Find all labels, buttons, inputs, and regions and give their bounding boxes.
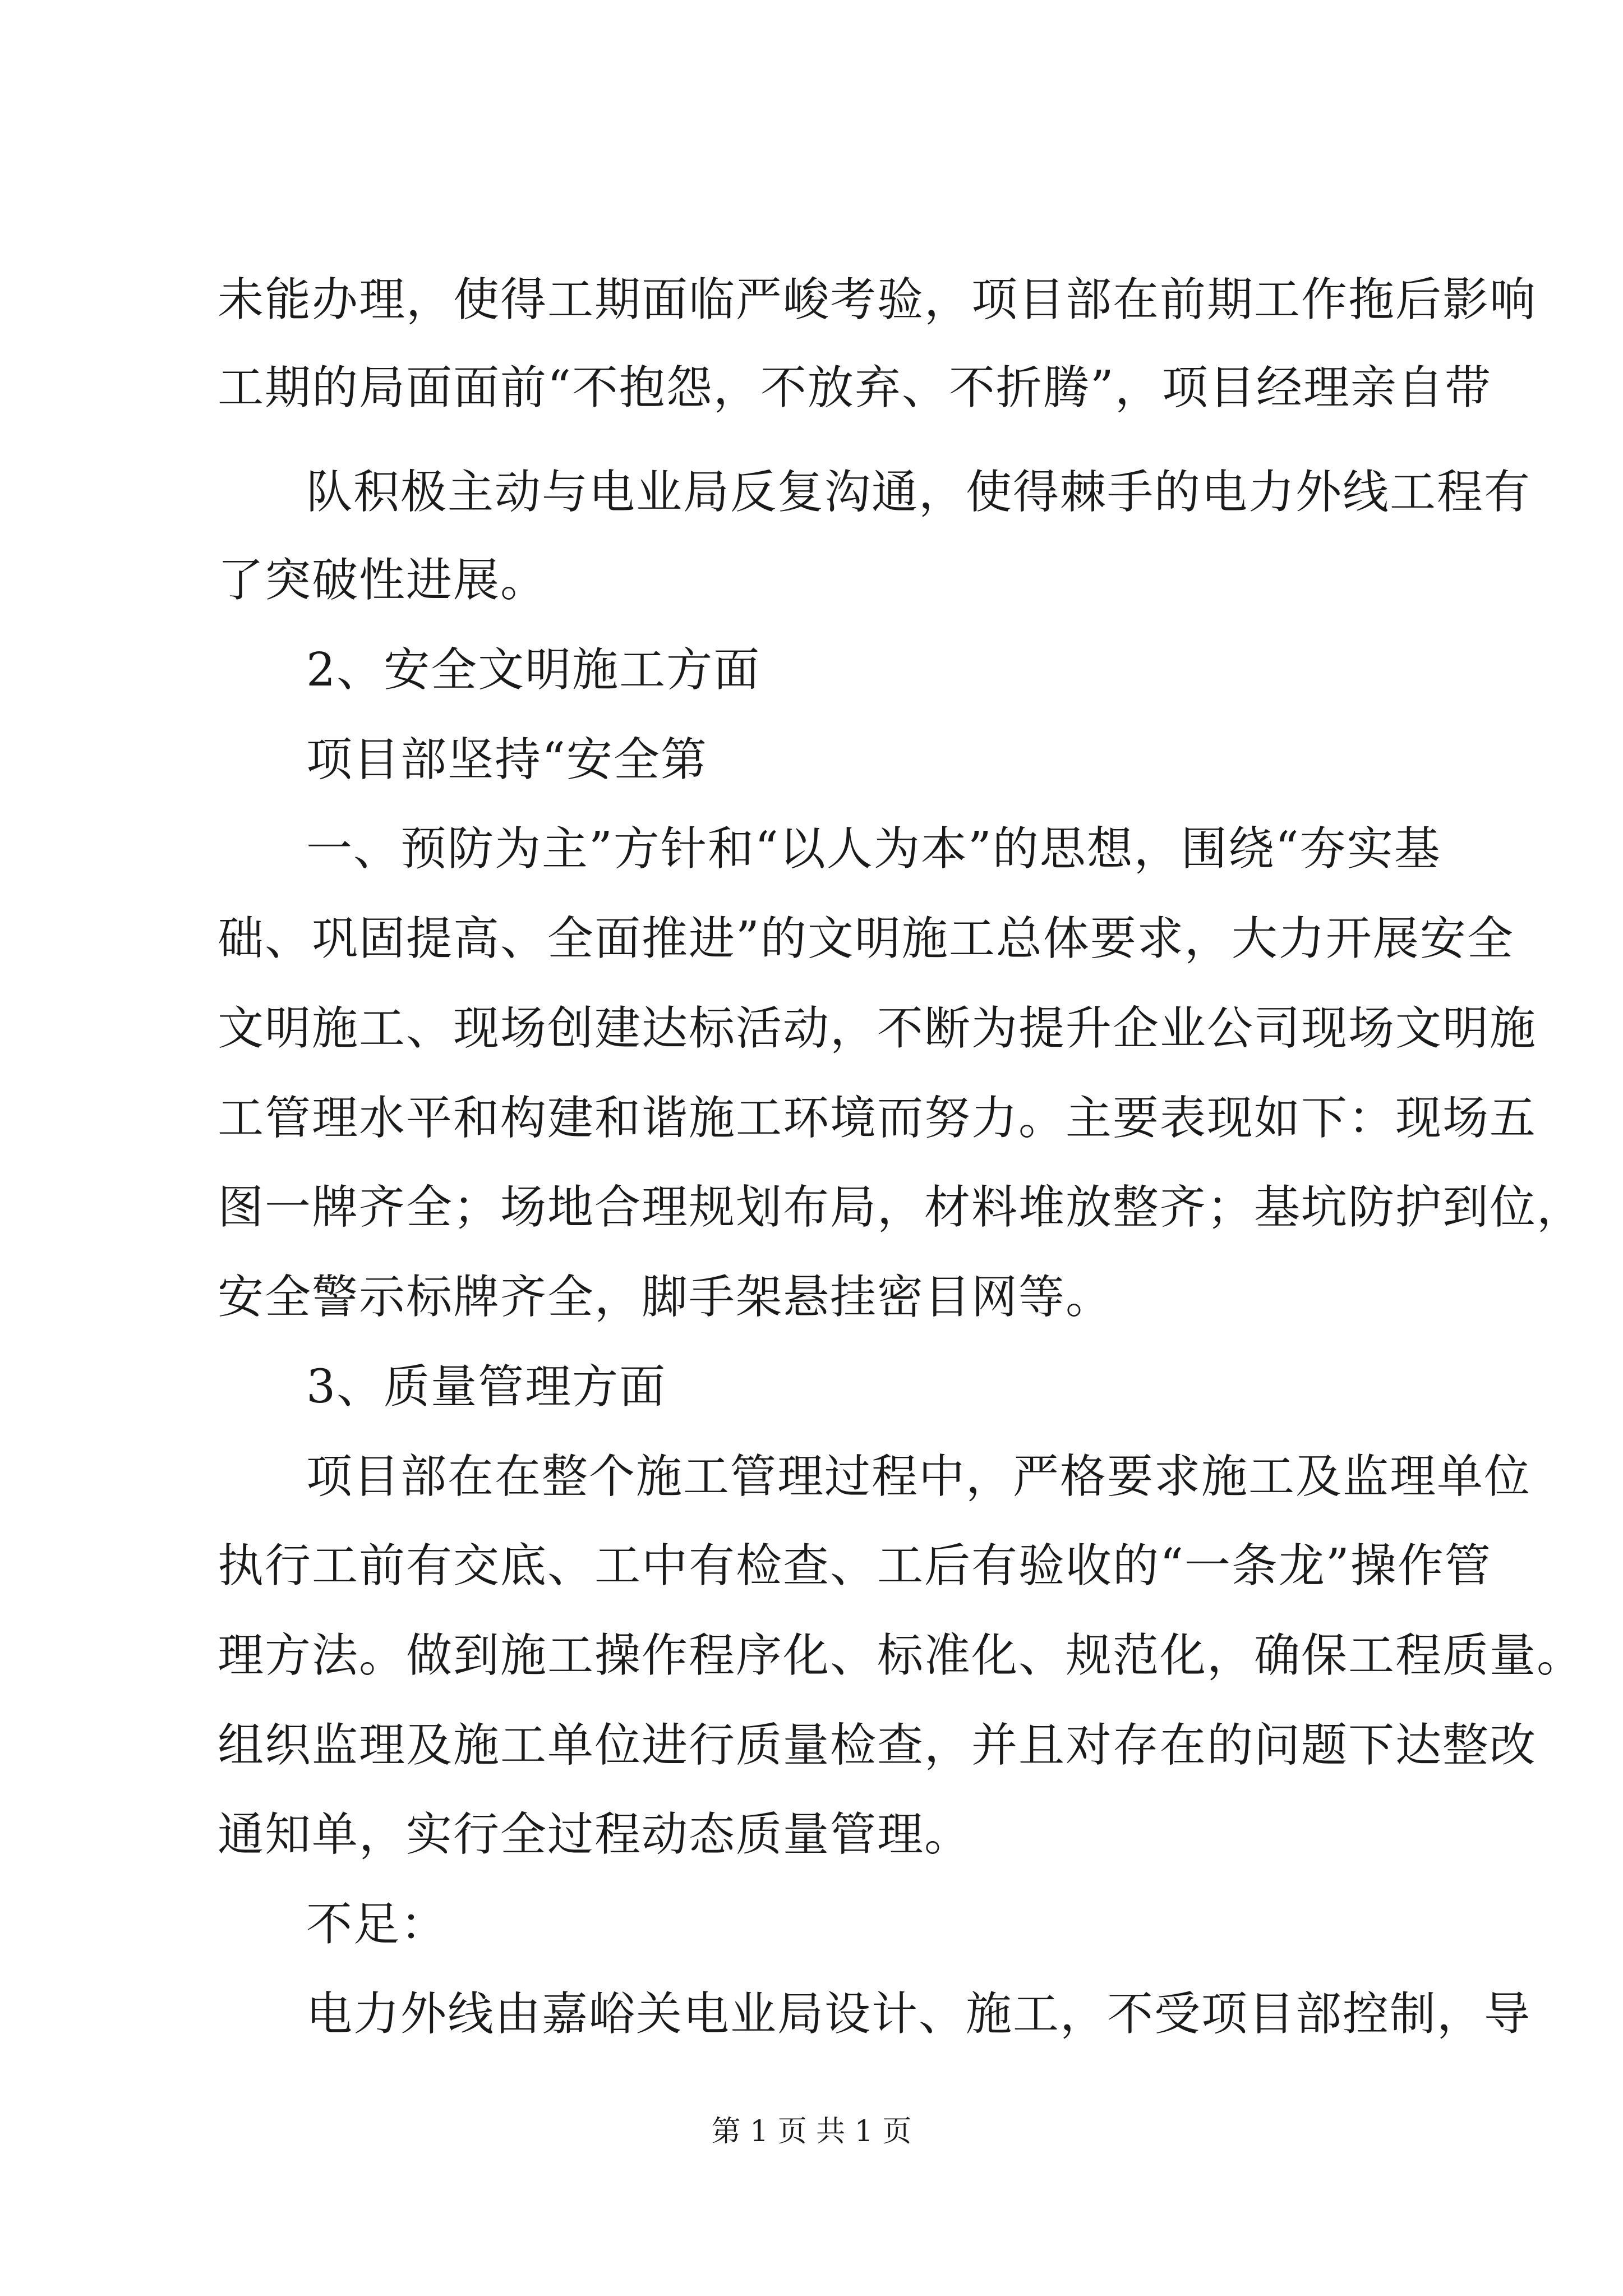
body-line: 安全警示标牌齐全，脚手架悬挂密目网等。 — [218, 1271, 1113, 1324]
body-line: 组织监理及施工单位进行质量检查，并且对存在的问题下达整改 — [218, 1719, 1537, 1772]
body-line: 队积极主动与电业局反复沟通，使得棘手的电力外线工程有 — [306, 466, 1532, 519]
body-line: 图一牌齐全；场地合理规划布局，材料堆放整齐；基坑防护到位， — [218, 1181, 1584, 1234]
body-line: 项目部在在整个施工管理过程中，严格要求施工及监理单位 — [306, 1450, 1532, 1503]
body-line: 理方法。做到施工操作程序化、标准化、规范化，确保工程质量。 — [218, 1629, 1584, 1682]
page-number-footer: 第 1 页 共 1 页 — [711, 2115, 912, 2148]
body-line: 一、预防为主”方针和“以人为本”的思想，围绕“夯实基 — [306, 822, 1441, 876]
body-line: 项目部坚持“安全第 — [306, 733, 708, 786]
section-heading: 不足： — [306, 1898, 448, 1951]
body-line: 通知单，实行全过程动态质量管理。 — [218, 1808, 972, 1861]
section-heading: 3、质量管理方面 — [306, 1360, 667, 1414]
body-line: 工管理水平和构建和谐施工环境而努力。主要表现如下：现场五 — [218, 1092, 1537, 1145]
body-line: 未能办理，使得工期面临严峻考验，项目部在前期工作拖后影响 — [218, 273, 1537, 326]
body-line: 执行工前有交底、工中有检查、工后有验收的“一条龙”操作管 — [218, 1539, 1492, 1593]
body-line: 工期的局面面前“不抱怨，不放弃、不折腾”，项目经理亲自带 — [218, 361, 1492, 415]
body-line: 文明施工、现场创建达标活动，不断为提升企业公司现场文明施 — [218, 1002, 1537, 1055]
section-heading: 2、安全文明施工方面 — [306, 643, 761, 697]
body-line: 础、巩固提高、全面推进”的文明施工总体要求，大力开展安全 — [218, 912, 1514, 965]
body-line: 电力外线由嘉峪关电业局设计、施工，不受项目部控制，导 — [306, 1987, 1532, 2041]
body-line: 了突破性进展。 — [218, 554, 548, 607]
